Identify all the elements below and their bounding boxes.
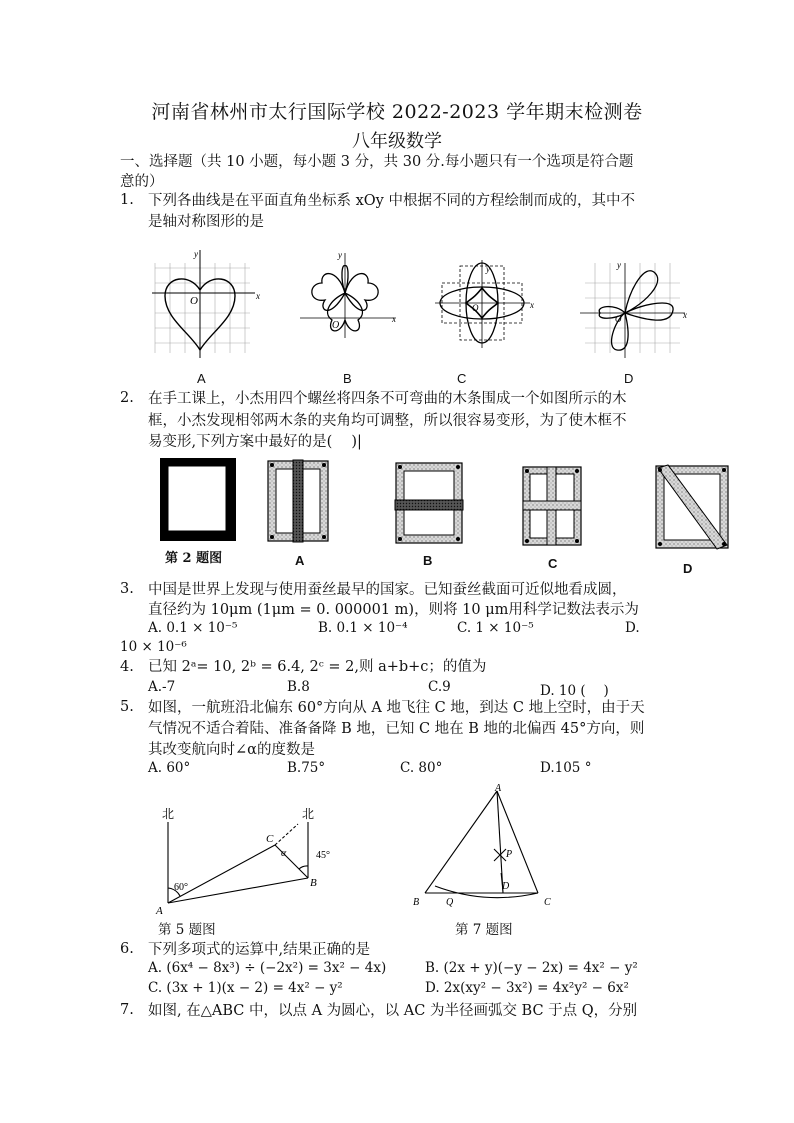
- q7-number: 7.: [120, 1002, 134, 1018]
- page-subtitle: 八年级数学: [352, 131, 442, 152]
- q2-figure-caption: 第 2 题图: [165, 551, 223, 566]
- q4-option-d: D. 10 ( ): [540, 683, 609, 699]
- svg-text:y: y: [338, 250, 342, 260]
- svg-text:O: O: [472, 303, 479, 313]
- svg-text:x: x: [683, 310, 687, 320]
- q4-number: 4.: [120, 659, 134, 675]
- q5-fig-angle45: 45°: [316, 850, 330, 861]
- q5-line1: 如图，一航班沿北偏东 60°方向从 A 地飞往 C 地，到达 C 地上空时，由于天: [148, 700, 645, 716]
- q5-fig-point-b: B: [310, 877, 317, 889]
- q6-number: 6.: [120, 941, 134, 957]
- q2-label-a: A: [295, 553, 305, 568]
- q3-line2: 直径约为 10μm (1μm = 0. 000001 m)，则将 10 μm用科学记数法表示为: [148, 602, 639, 618]
- q5-option-d: D.105 °: [540, 760, 592, 776]
- q2-line3: 易变形,下列方案中最好的是( )|: [148, 434, 362, 450]
- section-heading-line1: 一、选择题（共 10 小题，每小题 3 分，共 30 分.每小题只有一个选项是符合题: [120, 154, 634, 170]
- q5-fig-point-c: C: [266, 833, 274, 845]
- q7-figure: [410, 783, 570, 913]
- q1-number: 1.: [120, 192, 134, 208]
- q1-line1: 下列各曲线是在平面直角坐标系 xOy 中根据不同的方程绘制而成的，其中不: [148, 193, 635, 209]
- q7-line1: 如图, 在△ABC 中，以点 A 为圆心，以 AC 为半径画弧交 BC 于点 Q，分别: [148, 1003, 638, 1019]
- q3-number: 3.: [120, 581, 134, 597]
- q1-label-b: B: [343, 371, 352, 386]
- page-title: 河南省林州市太行国际学校 2022-2023 学年期末检测卷: [151, 101, 643, 123]
- svg-text:x: x: [530, 300, 534, 310]
- q2-frame-base: [160, 458, 235, 540]
- q6-option-b: B. (2x + y)(−y − 2x) = 4x² − y²: [425, 960, 638, 976]
- svg-text:y: y: [486, 264, 490, 274]
- q5-fig-point-a: A: [156, 905, 163, 917]
- q3-option-a: A. 0.1 × 10⁻⁵: [148, 620, 238, 636]
- svg-text:O: O: [615, 314, 622, 324]
- q6-option-a: A. (6x⁴ − 8x³) ÷ (−2x²) = 3x² − 4x): [148, 960, 387, 976]
- q2-line1: 在手工课上，小杰用四个螺丝将四条不可弯曲的木条围成一个如图所示的木: [148, 391, 627, 407]
- svg-text:x: x: [392, 314, 396, 324]
- q2-label-d: D: [683, 561, 693, 576]
- q5-fig-north1: 北: [162, 807, 175, 821]
- q2-line2: 框，小杰发现相邻两木条的夹角均可调整，所以很容易变形，为了使木框不: [148, 413, 627, 429]
- q7-fig-point-q: Q: [446, 897, 454, 908]
- q5-option-a: A. 60°: [148, 760, 191, 776]
- q1-line2: 是轴对称图形的是: [148, 214, 264, 230]
- q5-number: 5.: [120, 699, 134, 715]
- svg-text:y: y: [194, 249, 198, 259]
- q3-line1: 中国是世界上发现与使用蚕丝最早的国家。已知蚕丝截面可近似地看成圆，: [148, 582, 627, 598]
- q7-fig-point-c: C: [544, 897, 551, 908]
- q1-curves-figure: [150, 248, 690, 373]
- svg-text:x: x: [256, 291, 260, 301]
- svg-text:O: O: [190, 295, 198, 307]
- q1-label-a: A: [197, 371, 206, 386]
- q2-frame-b: [395, 463, 463, 543]
- q2-frames-figure: [160, 458, 735, 563]
- q4-option-b: B.8: [287, 679, 310, 695]
- q3-option-d: D.: [625, 620, 640, 636]
- q6-line1: 下列多项式的运算中,结果正确的是: [148, 942, 371, 958]
- q5-figure-caption: 第 5 题图: [158, 922, 216, 938]
- q7-figure-caption: 第 7 题图: [455, 922, 513, 938]
- q3-option-d-value: 10 × 10⁻⁶: [120, 639, 187, 655]
- section-heading-line2: 意的）: [120, 174, 164, 190]
- q5-option-c: C. 80°: [400, 760, 443, 776]
- q7-fig-point-p: P: [506, 849, 513, 860]
- q2-label-b: B: [423, 553, 433, 568]
- q7-fig-point-d: D: [502, 881, 510, 892]
- svg-text:y: y: [617, 260, 621, 270]
- q4-option-c: C.9: [428, 679, 451, 695]
- q2-label-c: C: [548, 556, 558, 571]
- q2-frame-c: [523, 467, 581, 545]
- q2-frame-d: [656, 465, 728, 549]
- q4-line1: 已知 2ᵃ= 10, 2ᵇ = 6.4, 2ᶜ = 2,则 a+b+c；的值为: [148, 659, 487, 675]
- q5-figure: [150, 800, 350, 920]
- q1-label-c: C: [457, 371, 467, 386]
- q6-option-d: D. 2x(xy² − 3x²) = 4x²y² − 6x²: [425, 980, 629, 996]
- q1-curve-a: [152, 250, 255, 358]
- q2-number: 2.: [120, 390, 134, 406]
- q5-line3: 其改变航向时∠α的度数是: [148, 742, 315, 758]
- q5-line2: 气情况不适合着陆、准备备降 B 地，已知 C 地在 B 地的北偏西 45°方向，则: [148, 721, 645, 737]
- q4-option-a: A.-7: [148, 679, 176, 695]
- q5-fig-angle60: 60°: [174, 882, 188, 893]
- q5-fig-north2: 北: [302, 807, 315, 821]
- q2-frame-a: [268, 460, 328, 542]
- q3-option-b: B. 0.1 × 10⁻⁴: [318, 620, 408, 636]
- q7-fig-point-b: B: [413, 897, 420, 908]
- q3-option-c: C. 1 × 10⁻⁵: [457, 620, 534, 636]
- q1-label-d: D: [624, 371, 634, 386]
- q6-option-c: C. (3x + 1)(x − 2) = 4x² − y²: [148, 980, 343, 996]
- q5-fig-alpha: α: [281, 848, 287, 859]
- svg-text:O: O: [332, 320, 340, 331]
- q5-option-b: B.75°: [287, 760, 326, 776]
- q7-fig-point-a: A: [495, 783, 502, 794]
